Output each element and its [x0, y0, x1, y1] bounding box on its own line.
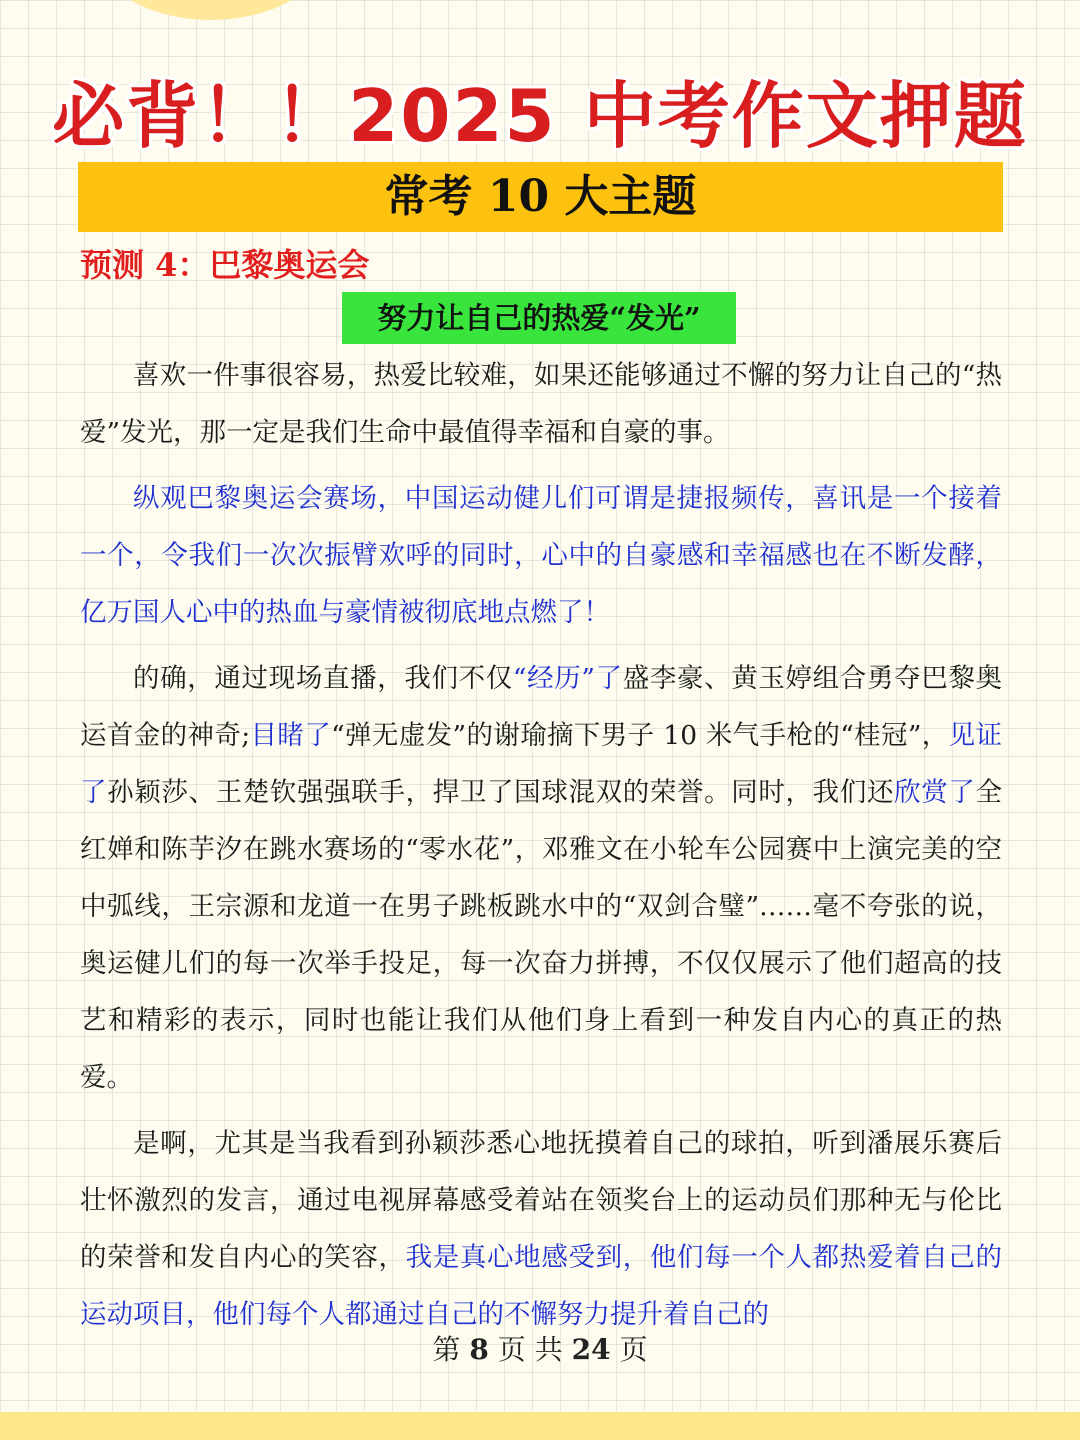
paragraph-3-text: “弹无虚发”的谢瑜摘下男子 10 米气手枪的“桂冠”， [331, 720, 949, 751]
paragraph-4-text: 是啊，尤其是当我看到孙颖莎悉心地抚摸着自己的球拍，听到潘展乐赛后壮怀激烈的发言，通过电视屏幕感受着站在领奖台上的运动员们那种无与伦比的荣誉和发自内心的笑容， [80, 1128, 1002, 1273]
highlight-appreciated: 欣赏了 [894, 777, 976, 808]
bottom-decor-band [0, 1412, 1080, 1440]
total-pages: 24 [571, 1333, 611, 1366]
current-page: 8 [469, 1333, 489, 1366]
page-indicator [0, 1328, 1080, 1368]
paragraph-3-text: 孙颖莎、王楚钦强强联手，捍卫了国球混双的荣誉。同时，我们还 [107, 777, 895, 808]
highlight-saw: 见证了 [80, 720, 1003, 808]
paragraph-4 [80, 1115, 1002, 1343]
paragraph-2: 纵观巴黎奥运会赛场，中国运动健儿们可谓是捷报频传，喜讯是一个接着一个，令我们一次次振臂欢呼的同时，心中的自豪感和幸福感也在不断发酵，亿万国人心中的热血与豪情被彻底地点燃了！ [80, 483, 1002, 628]
highlight-feeling: 我是真心地感受到，他们每一个人都热爱着自己的运动项目，他们每个人都通过自己的不懈努力提升着自己的 [80, 1242, 1003, 1330]
paragraph-1: 喜欢一件事很容易，热爱比较难，如果还能够通过不懈的努力让自己的“热爱”发光，那一定是我们生命中最值得幸福和自豪的事。 [80, 360, 1002, 448]
page-middle: 页 共 [497, 1333, 563, 1366]
highlight-witnessed: 目睹了 [250, 720, 332, 751]
essay-title: 努力让自己的热爱“发光” [342, 292, 736, 344]
paragraph-3 [80, 650, 1002, 1106]
paragraph-3-text: 全红婵和陈芋汐在跳水赛场的“零水花”，邓雅文在小轮车公园赛中上演完美的空中弧线，王宗源和龙道一在男子跳板跳水中的“双剑合璧”……毫不夸张的说，奥运健儿们的每一次举手投足，每一次奋力拼搏，不仅仅展示了他们超高的技艺和精彩的表示，同时也能让我们从他们身上看到一种发自内心的真正的热爱。 [80, 777, 1003, 1093]
theme-banner: 常考 10 大主题 [78, 162, 1003, 232]
highlight-experienced: “经历”了 [512, 663, 623, 694]
page-suffix: 页 [619, 1333, 648, 1366]
essay-body [80, 347, 1002, 1352]
page-title: 必背！！2025 中考作文押题 [52, 74, 1028, 158]
prediction-label: 预测 4：巴黎奥运会 [80, 246, 370, 284]
paragraph-3-text: 盛李豪、黄玉婷组合勇夺巴黎奥运首金的神奇; [80, 663, 1002, 751]
page-prefix: 第 [432, 1333, 461, 1366]
paragraph-3-text: 的确，通过现场直播，我们不仅 [133, 663, 513, 694]
decorative-circle [96, 0, 326, 20]
